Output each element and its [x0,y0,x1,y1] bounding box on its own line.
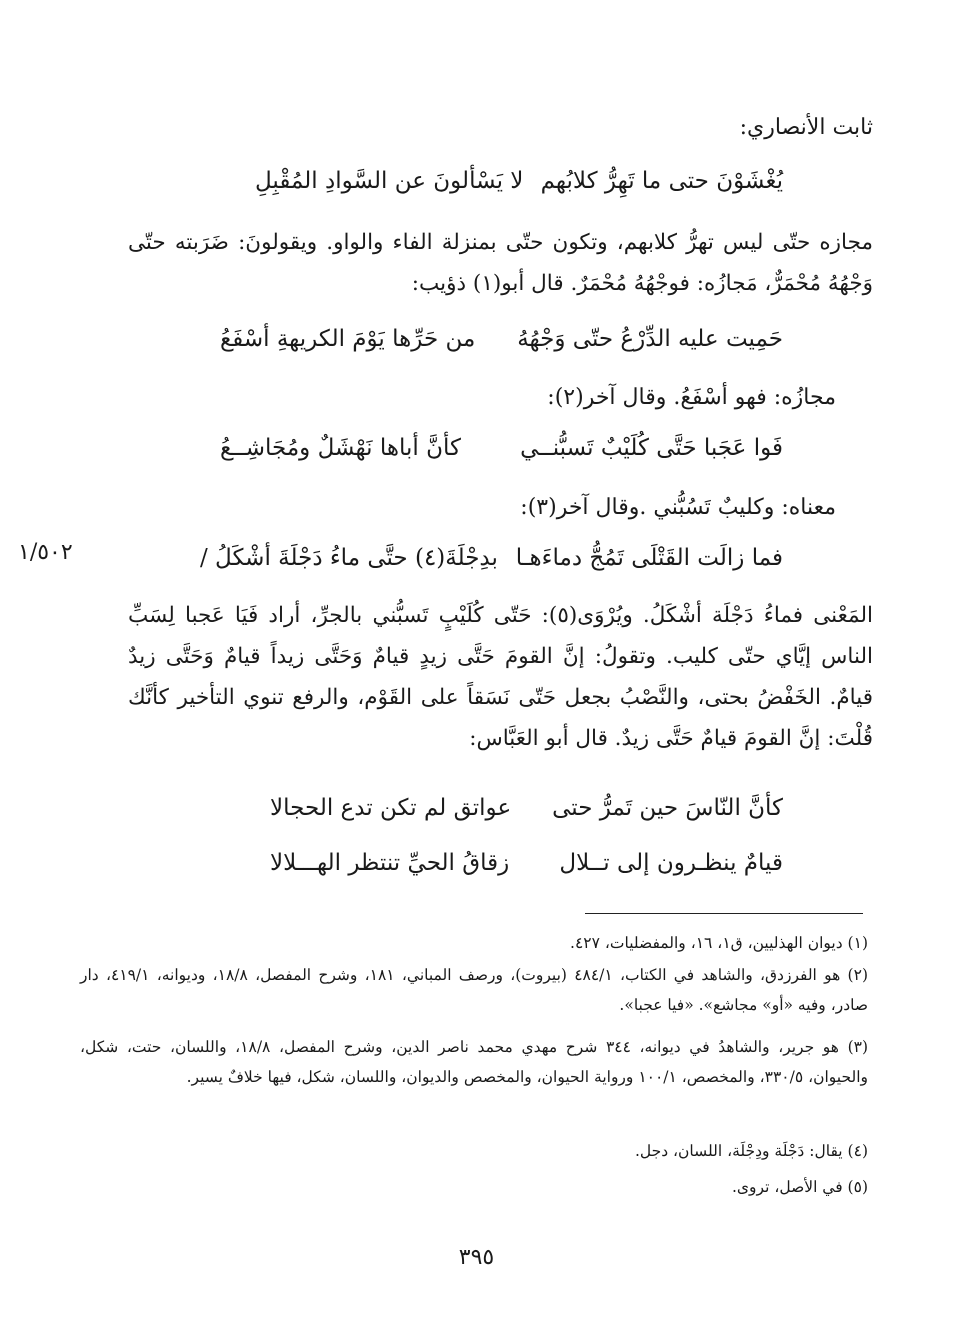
margin-reference: ١/٥٠٢ [18,540,73,565]
paragraph-1: مجازه حتّى ليس تهرُّ كلابهم، وتكون حتّى بمنزلة الفاء والواو. ويقولونَ: ضَرَبته حتّى وَجْهُهُ مُحْمَرٌّ، مَجازُه: فوجْهُهُ مُحْمَرٌ. قال أبو(١) ذؤيب: [128,230,873,296]
verse-4-second-hemistich: بدِجْلَةَ(٤) حتَّى ماءُ دَجْلَةَ أشْكَلُ / [200,545,498,571]
verse-1-second-hemistich: لا يَسْألونَ عن السَّوادِ المُقْبِلِ [255,168,524,194]
verse-2-second-hemistich: من حَرِّها يَوْمَ الكريهةِ أسْفَعُ [220,326,476,352]
page-number: ٣٩٥ [458,1245,495,1270]
verse-4-first-hemistich: فما زالَت القَتْلَى تَمُجُّ دماءَهـا [515,545,783,571]
verse-5-second-hemistich: عواتق لم تكن تدع الحجالا [270,795,512,821]
verse-5-first-hemistich: كأنَّ النّاسَ حين تَمرُّ حتى [552,795,783,821]
footnote-divider [585,913,863,914]
intro-line: ثابت الأنصاري: [739,115,873,140]
footnote-4: (٤) يقال: دَجْلَة ودِجْلَة، اللسان، دجل. [634,1142,868,1160]
verse-2-first-hemistich: حَمِيت عليه الدِّرْعُ حتّى وَجْهُهُ [517,326,783,352]
verse-6-second-hemistich: زقاقُ الحيِّ تنتظر الهـــلالا [270,850,510,876]
paragraph-4: المَعْنى فماءُ دَجْلَة أشْكَلُ. ويُرْوَى(٥): حَتّى كُلَيْبٍ تَسبُّني بالجرِّ، أراد فَيَا عَجبا لِسَبِّ الناس إيَّاي حتّى كليب. وتقولُ: إنَّ القومَ حَتَّى زيدٍ قيامٌ وَحَتَّى زيداً قيامٌ وَحَتَّى زيدٌ قيامٌ. الخَفْضُ بحتى، والنَّصْبُ بجعل حَتّى نَسَقاً على القَوْم، والرفع تنوي التأخير كأنَّك قُلْتَ: إنَّ القومَ قيامٌ حَتَّى زيدٌ. قال أبو العَبَّاس: [128,603,873,751]
verse-3-first-hemistich: فَوا عَجَبا حَتَّى كُلَيْبٌ تَسبُّنــي [520,435,783,461]
footnote-3: (٣) هو جرير، والشاهدُ في ديوانه، ٣٤٤ شرح مهدي محمد ناصر الدين، وشرح المفصل، ١٨/٨، واللسان، حتت، شكل، والحيوان، ٣٣٠/٥، والمخصص، ١٠٠/١ ورواية الحيوان، والمخصص والديوان، واللسان، شكل، فيها خلافٌ يسير. [80,1038,869,1086]
verse-3-second-hemistich: كأنَّ أباها نَهْشَلٌ ومُجَاشِــعُ [220,435,461,461]
footnote-2: (٢) هو الفرزدق، والشاهد في الكتاب، ٤٨٤/١ (بيروت)، ورصف المباني، ١٨١، وشرح المفصل، ١٨/٨، وديوانه، ٤١٩/١، دار صادر، وفيه «أو» مجاشع». «فيا عجبا». [80,966,868,1014]
paragraph-2: مجازُه: فهو أسْفَعُ. وقال آخر(٢): [547,385,836,410]
footnote-5: (٥) في الأصل، تروى. [731,1178,868,1196]
verse-6-first-hemistich: قيامٌ ينظـرون إلى تــلال [559,850,783,876]
footnote-1: (١) ديوان الهذليين، ق١، ١٦، والمفضليات، ٤٢٧. [570,934,868,952]
paragraph-3: معناه: وكليبٌ تَسُبُّني .وقال آخر(٣): [520,495,836,520]
verse-1-first-hemistich: يُغْشَوْنَ حتى ما تَهِرُّ كلابُهم [540,168,783,194]
